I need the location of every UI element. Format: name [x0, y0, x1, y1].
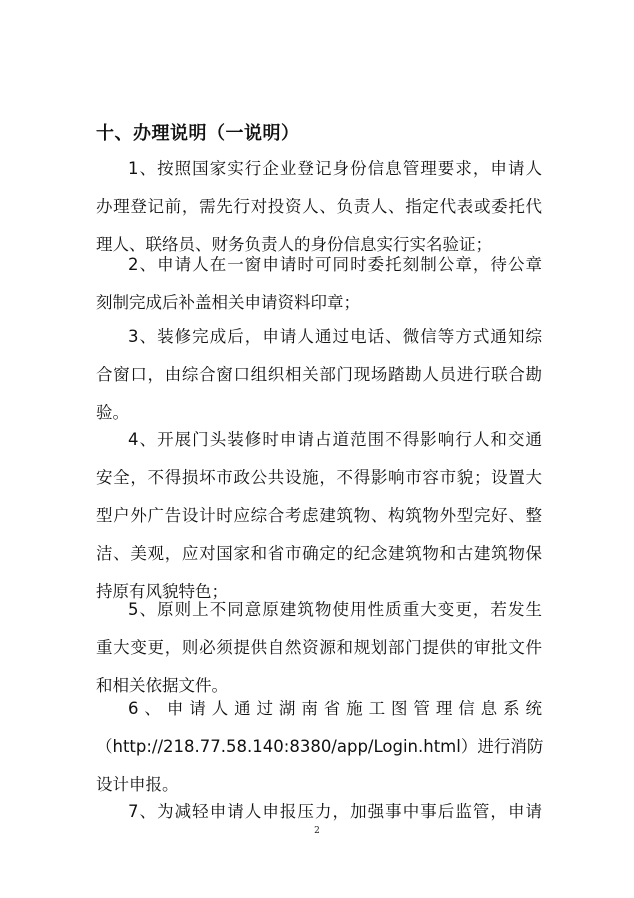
text-line: 型户外广告设计时应综合考虑建筑物、构筑物外型完好、整: [96, 506, 542, 525]
paragraph-6: [96, 690, 542, 804]
text-line: 4、开展门头装修时申请占道范围不得影响行人和交通: [128, 430, 542, 449]
text-line: 和相关依据文件。: [96, 676, 228, 695]
text-line: 6、申请人通过湖南省施工图管理信息系统: [128, 699, 542, 718]
paragraph-4: [96, 421, 542, 611]
text-line: 安全，不得损坏市政公共设施，不得影响市容市貌；设置大: [96, 468, 542, 487]
text-line: 2、申请人在一窗申请时可同时委托刻制公章，待公章: [128, 255, 542, 274]
text-line: 重大变更，则必须提供自然资源和规划部门提供的审批文件: [96, 638, 542, 657]
text-line: 洁、美观，应对国家和省市确定的纪念建筑物和古建筑物保: [96, 544, 542, 563]
paragraph-5: [96, 591, 542, 705]
paragraph-3: [96, 318, 542, 432]
text-line: 合窗口，由综合窗口组织相关部门现场踏勘人员进行联合勘: [96, 365, 542, 384]
page-number: 2: [314, 826, 320, 836]
text-line: 刻制完成后补盖相关申请资料印章；: [96, 293, 360, 312]
section-heading: 十、办理说明（一说明）: [96, 123, 300, 144]
text-line: 设计申报。: [96, 775, 179, 794]
text-line: 持原有风貌特色；: [96, 582, 228, 601]
text-line: 1、按照国家实行企业登记身份信息管理要求，申请人: [128, 159, 542, 178]
text-line: 理人、联络员、财务负责人的身份信息实行实名验证；: [96, 235, 492, 254]
text-line: 5、原则上不同意原建筑物使用性质重大变更，若发生: [128, 600, 542, 619]
text-line: 验。: [96, 403, 129, 422]
text-line: 7、为减轻申请人申报压力，加强事中事后监管，申请: [128, 802, 542, 821]
paragraph-2: [96, 246, 542, 322]
url-line: （http://218.77.58.140:8380/app/Login.html）进行消防: [96, 737, 544, 756]
text-line: 办理登记前，需先行对投资人、负责人、指定代表或委托代: [96, 197, 542, 216]
text-line: 3、装修完成后，申请人通过电话、微信等方式通知综: [128, 327, 542, 346]
